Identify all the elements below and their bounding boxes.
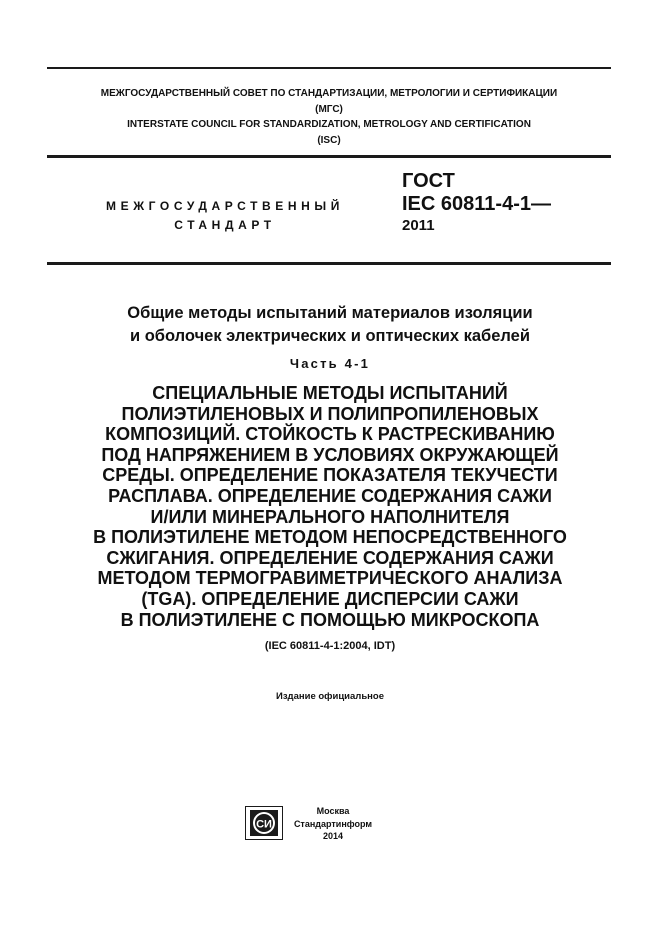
subtitle-line: ПОД НАПРЯЖЕНИЕМ В УСЛОВИЯХ ОКРУЖАЮЩЕЙ — [101, 444, 559, 465]
designation-gost: ГОСТ — [402, 170, 455, 192]
subtitle-line: МЕТОДОМ ТЕРМОГРАВИМЕТРИЧЕСКОГО АНАЛИЗА — [97, 568, 563, 589]
standard-type — [60, 197, 390, 235]
publication-year: 2014 — [322, 831, 344, 841]
designation-number: IEC 60811-4-1— — [402, 193, 551, 215]
subtitle-line: И/ИЛИ МИНЕРАЛЬНОГО НАПОЛНИТЕЛЯ — [150, 506, 510, 527]
part-number: Часть 4-1 — [289, 356, 371, 371]
standard-type-line1: МЕЖГОСУДАРСТВЕННЫЙ — [106, 199, 344, 213]
top-rule — [47, 67, 611, 69]
council-name-ru: МЕЖГОСУДАРСТВЕННЫЙ СОВЕТ ПО СТАНДАРТИЗАЦИИ, МЕТРОЛОГИИ И СЕРТИФИКАЦИИ — [100, 88, 558, 99]
subtitle-line: СПЕЦИАЛЬНЫЕ МЕТОДЫ ИСПЫТАНИЙ — [152, 383, 508, 403]
standartinform-logo-icon — [245, 806, 283, 840]
council-abbr-en: (ISC) — [317, 134, 341, 146]
publisher-block — [292, 805, 374, 843]
subtitle-line: ПОЛИЭТИЛЕНОВЫХ И ПОЛИПРОПИЛЕНОВЫХ — [121, 403, 539, 424]
publisher-name: Стандартинформ — [293, 818, 373, 829]
edition-note: Издание официальное — [276, 691, 384, 702]
document-subtitle — [20, 383, 640, 630]
document-title — [30, 302, 630, 348]
subtitle-line: СРЕДЫ. ОПРЕДЕЛЕНИЕ ПОКАЗАТЕЛЯ ТЕКУЧЕСТИ — [102, 465, 558, 486]
iec-reference: (IEC 60811-4-1:2004, IDT) — [264, 640, 396, 652]
council-header — [47, 86, 611, 148]
council-name-en: INTERSTATE COUNCIL FOR STANDARDIZATION, METROLOGY AND CERTIFICATION — [127, 119, 531, 130]
subtitle-line: (TGA). ОПРЕДЕЛЕНИЕ ДИСПЕРСИИ САЖИ — [141, 588, 519, 609]
title-line-2: и оболочек электрических и оптических кабелей — [129, 327, 531, 345]
publisher-city: Москва — [316, 806, 350, 816]
standard-designation — [402, 170, 551, 236]
subtitle-line: СЖИГАНИЯ. ОПРЕДЕЛЕНИЕ СОДЕРЖАНИЯ САЖИ — [106, 547, 554, 568]
subtitle-line: РАСПЛАВА. ОПРЕДЕЛЕНИЕ СОДЕРЖАНИЯ САЖИ — [108, 485, 552, 506]
designation-year: 2011 — [402, 217, 435, 234]
title-line-1: Общие методы испытаний материалов изоляции — [127, 304, 533, 322]
standard-type-line2: СТАНДАРТ — [174, 218, 276, 232]
council-abbr-ru: (МГС) — [315, 103, 343, 115]
subtitle-line: КОМПОЗИЦИЙ. СТОЙКОСТЬ К РАСТРЕСКИВАНИЮ — [105, 424, 555, 445]
logo-text: СИ — [256, 818, 272, 831]
subtitle-line: В ПОЛИЭТИЛЕНЕ С ПОМОЩЬЮ МИКРОСКОПА — [120, 609, 540, 630]
subtitle-line: В ПОЛИЭТИЛЕНЕ МЕТОДОМ НЕПОСРЕДСТВЕННОГО — [93, 527, 567, 548]
designation-rule — [47, 262, 611, 265]
header-rule — [47, 155, 611, 158]
